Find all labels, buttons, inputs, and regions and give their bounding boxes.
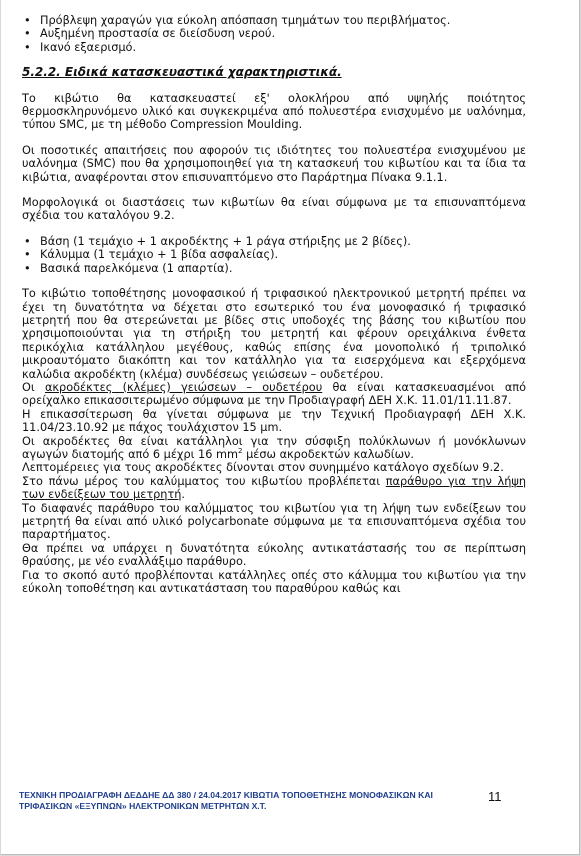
text-run: Στο πάνω μέρος του καλύμματος του κιβωτίου προβλέπεται [22,474,386,488]
paragraph: Θα πρέπει να υπάρχει η δυνατότητα εύκολης αντικατάστασής του σε περίπτωση θραύσης, με νέο εναλλάξιμο παράθυρο. [22,541,526,569]
paragraph [22,381,526,408]
text-run: μέσω ακροδεκτών καλωδίων. [242,447,414,461]
page-content [22,14,526,595]
text-run: Οι ακροδέκτες θα είναι κατάλληλοι για την σύσφιξη πολύκλωνων ή μονόκλωνων αγωγών διατομής από 6 μέχρι 16 mm [22,434,526,461]
list-item: • Ικανό εξαερισμό. [22,41,526,54]
text-run: Οι [22,380,45,394]
list-item: • Κάλυμμα (1 τεμάχιο + 1 βίδα ασφαλείας). [22,248,526,261]
paragraph [22,435,526,462]
paragraph [22,475,526,502]
footer-line: ΤΕΧΝΙΚΗ ΠΡΟΔΙΑΓΡΑΦΗ ΔΕΔΔΗΕ ΔΔ 380 / 24.04.2017 ΚΙΒΩΤΙΑ ΤΟΠΟΘΕΤΗΣΗΣ ΜΟΝΟΦΑΣΙΚΩΝ ΚΑΙ [19,790,433,800]
underlined-term: παράθυρο για την λήψη των ενδείξεων του μετρητή [22,474,526,502]
list-item: • Αυξημένη προστασία σε διείσδυση νερού. [22,27,526,40]
text-run: . [181,488,186,502]
mid-bullet-list [22,235,526,275]
paragraph: Για το σκοπό αυτό προβλέπονται κατάλληλες οπές στο κάλυμμα του κιβωτίου για την εύκολη τοποθέτηση και αντικατάσταση του παραθύρου καθώς και [22,568,526,596]
paragraph: Οι ποσοτικές απαιτήσεις που αφορούν τις ιδιότητες του πολυεστέρα ενισχυμένου με υαλόνημα (SMC) που θα χρησιμοποιηθεί για τη κατασκευή του κιβωτίου και τα ίδια τα κιβώτια, αναφέρονται στον επισυναπτόμενο στο Παράρτημα Πίνακα 9.1.1. [22,143,526,184]
list-item: • Πρόβλεψη χαραγών για εύκολη απόσπαση τμημάτων του περιβλήματος. [22,14,526,27]
section-heading: 5.2.2. Ειδικά κατασκευαστικά χαρακτηριστικά. [22,65,342,80]
underlined-term: ακροδέκτες (κλέμες) γειώσεων – ουδετέρου [44,380,323,394]
paragraph: Το διαφανές παράθυρο του καλύμματος του κιβωτίου για τη λήψη των ενδείξεων του μετρητή θα είναι από υλικό polycarbonate σύμφωνα με τα επισυναπτόμενα σχέδια του παραρτήματος. [22,501,526,542]
list-item: • Βασικά παρελκόμενα (1 απαρτία). [22,262,526,275]
paragraph: Λεπτομέρειες για τους ακροδέκτες δίνονται στον συνημμένο κατάλογο σχεδίων 9.2. [22,461,504,475]
superscript: 2 [238,447,243,456]
top-bullet-list [22,14,526,54]
paragraph: Μορφολογικά οι διαστάσεις των κιβωτίων θα είναι σύμφωνα με τα επισυναπτόμενα σχέδια του καταλόγου 9.2. [22,196,526,223]
document-page [1,0,580,855]
list-item: • Βάση (1 τεμάχιο + 1 ακροδέκτης + 1 ράγα στήριξης με 2 βίδες). [22,235,526,248]
page-footer [19,790,459,811]
paragraph: Το κιβώτιο θα κατασκευαστεί εξ' ολοκλήρου από υψηλής ποιότητος θερμοσκληρυνόμενο υλικό και συγκεκριμένα από πολυεστέρα ενισχυμένο με υαλόνημα, τύπου SMC, με τη μέθοδο Compression Moulding. [22,91,526,132]
page-number: 11 [488,789,502,804]
paragraph: Το κιβώτιο τοποθέτησης μονοφασικού ή τριφασικού ηλεκτρονικού μετρητή πρέπει να έχει τη δυνατότητα να δέχεται στο εσωτερικό του ένα μονοφασικό ή τριφασικό μετρητή που θα στερεώνεται με βίδες στις υποδοχές της βάσης του κιβωτίου που χρησιμοποιούνται για τη στήριξη του μετρητή και φέρουν ορειχάλκινα ένθετα περικόχλια κατάλληλου μεγέθους, καθώς επίσης ένα μονοπολικό ή τριπολικό μικροαυτόματο διακόπτη και τον κατάλληλο για τα εισερχόμενα και εξερχόμενα καλώδια ακροδέκτη (κλέμα) συνδέσεως γειώσεων – ουδετέρου. [22,287,526,381]
footer-line: ΤΡΙΦΑΣΙΚΩΝ «ΕΞΥΠΝΩΝ» ΗΛΕΚΤΡΟΝΙΚΩΝ ΜΕΤΡΗΤΩΝ Χ.Τ. [19,800,267,811]
paragraph: Η επικασσίτερωση θα γίνεται σύμφωνα με την Τεχνική Προδιαγραφή ΔΕΗ Χ.Κ. 11.04/23.10.92 με πάχος τουλάχιστον 15 μm. [22,407,526,435]
text-run: θα είναι κατασκευασμένοι από ορείχαλκο επικασσιτερωμένο σύμφωνα με την Προδιαγραφή ΔΕΗ Χ.Κ. 11.01/11.11.87. [22,380,526,408]
